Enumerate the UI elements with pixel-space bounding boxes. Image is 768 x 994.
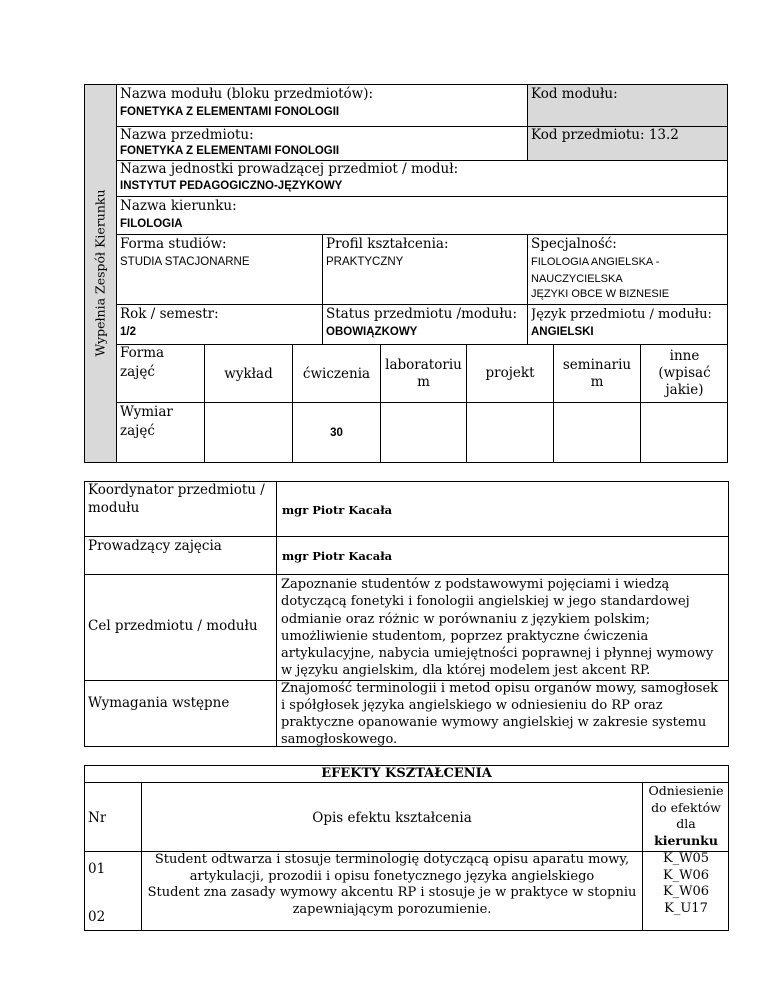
module-name-value: FONETYKA Z ELEMENTAMI FONOLOGII	[120, 106, 340, 118]
coordinator-value: mgr Piotr Kacała	[282, 503, 393, 517]
subject-code-label: Kod przedmiotu: 13.2	[531, 127, 679, 143]
module-name-label: Nazwa modułu (bloku przedmiotów):	[120, 86, 374, 102]
effects-col-desc: Opis efektu kształcenia	[312, 809, 472, 826]
field-value: FILOLOGIA	[120, 218, 183, 230]
effects-col-nr: Nr	[88, 810, 107, 826]
profile-label: Profil kształcenia:	[326, 236, 449, 252]
effect-nr: 02	[88, 909, 106, 925]
status-label: Status przedmiotu /modułu:	[326, 306, 517, 322]
form-col-lecture: wykład	[224, 366, 273, 382]
module-code-label: Kod modułu:	[531, 86, 618, 102]
specialty-label: Specjalność:	[531, 236, 617, 252]
form-col-seminar: seminariu m	[562, 356, 632, 390]
form-col-other: inne (wpisać jakie)	[658, 348, 711, 398]
specialty-cell	[531, 236, 727, 302]
hours-project	[467, 403, 553, 462]
effect-refs: K_W06 K_U17	[662, 884, 710, 916]
status-cell	[326, 306, 526, 339]
effect-desc: Student zna zasady wymowy akcentu RP i stosuje je w praktyce w stopniu zapewniającym porozumienie.	[147, 885, 637, 917]
specialty-line: NAUCZYCIELSKA	[531, 273, 623, 285]
effects-title: EFEKTY KSZTAŁCENIA	[321, 766, 492, 781]
field-label: Nazwa kierunku:	[120, 198, 237, 214]
effects-col-ref: Odniesienie do efektów dla kierunku	[648, 783, 724, 848]
hours-laboratory	[381, 403, 466, 462]
hours-exercises: 30	[330, 426, 343, 439]
hours-row-label: Wymiar zajęć	[120, 404, 173, 439]
study-form-cell	[120, 236, 320, 270]
subject-name-value: FONETYKA Z ELEMENTAMI FONOLOGII	[120, 145, 340, 157]
form-col-exercises: ćwiczenia	[302, 366, 371, 382]
unit-value: INSTYTUT PEDAGOGICZNO-JĘZYKOWY	[120, 180, 343, 192]
hours-other	[641, 403, 728, 462]
teacher-label: Prowadzący zajęcia	[88, 538, 222, 554]
status-value: OBOWIĄZKOWY	[326, 326, 418, 338]
year-cell	[120, 306, 320, 339]
field-cell	[120, 198, 720, 231]
effect-nr: 01	[88, 861, 106, 877]
specialty-line: JĘZYKI OBCE W BIZNESIE	[531, 288, 670, 300]
module-name-cell	[120, 86, 525, 119]
profile-cell	[326, 236, 526, 270]
year-value: 1/2	[120, 326, 136, 338]
hours-seminar	[554, 403, 640, 462]
form-col-laboratory: laboratoriu m	[385, 356, 462, 390]
hours-lecture	[205, 403, 292, 462]
effect-desc: Student odtwarza i stosuje terminologię dotyczącą opisu aparatu mowy, artykulacji, prozodii i opisu fonetycznego języka angielskiego	[154, 852, 630, 884]
year-label: Rok / semestr:	[120, 306, 219, 322]
requirements-label: Wymagania wstępne	[88, 695, 230, 711]
unit-cell	[120, 161, 720, 193]
coordinator-label: Koordynator przedmiotu / modułu	[88, 482, 265, 516]
form-col-project: projekt	[485, 365, 535, 381]
goal-text: Zapoznanie studentów z podstawowymi pojęciami i wiedzą dotyczącą fonetyki i fonologii angielskiej w jego standardowej odmianie oraz różnic w porównaniu z językiem polskim; umożliwienie studentom, poprzez praktyczne ćwiczenia artykulacyjne, nabycia umiejętności poprawnej i płynnej wymowy w języku angielskim, dla której modelem jest akcent RP.	[281, 577, 714, 679]
side-label: Wypełnia Zespół Kierunku	[92, 189, 108, 357]
language-label: Język przedmiotu / modułu:	[531, 307, 712, 322]
forms-row-label: Forma zajęć	[120, 345, 165, 380]
language-value: ANGIELSKI	[531, 326, 594, 338]
effect-refs: K_W05 K_W06	[662, 851, 710, 883]
specialty-line: FILOLOGIA ANGIELSKA -	[531, 256, 660, 268]
profile-value: PRAKTYCZNY	[326, 256, 404, 268]
teacher-value: mgr Piotr Kacała	[282, 549, 393, 563]
study-form-label: Forma studiów:	[120, 236, 227, 252]
requirements-text: Znajomość terminologii i metod opisu organów mowy, samogłosek i spółgłosek języka angielskiego w odniesieniu do RP oraz praktyczne opanowanie wymowy angielskiej w zakresie systemu samogłoskowego.	[281, 681, 719, 747]
language-cell	[531, 306, 727, 339]
subject-name-cell	[120, 127, 525, 158]
study-form-value: STUDIA STACJONARNE	[120, 256, 250, 268]
subject-name-label: Nazwa przedmiotu:	[120, 127, 254, 143]
unit-label: Nazwa jednostki prowadzącej przedmiot / moduł:	[120, 161, 459, 177]
goal-label: Cel przedmiotu / modułu	[88, 618, 258, 634]
